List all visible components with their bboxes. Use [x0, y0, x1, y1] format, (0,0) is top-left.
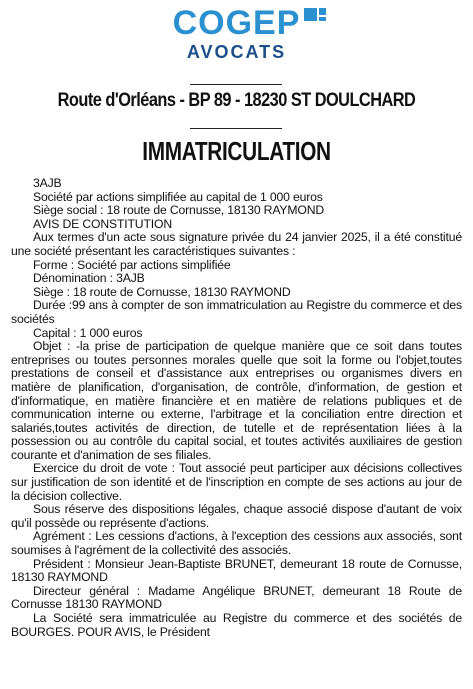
divider-middle: [190, 128, 282, 129]
notice-paragraph: Société par actions simplifiée au capital de 1 000 euros: [33, 189, 323, 204]
notice-paragraph: Aux termes d'un acte sous signature privée du 24 janvier 2025, il a été constitué une société présentant les caractéristiques suivantes :: [11, 230, 462, 258]
notice-paragraph: Président : Monsieur Jean-Baptiste BRUNET, demeurant 18 route de Cornusse, 18130 RAYMOND: [11, 556, 462, 585]
notice-paragraph: Objet : -la prise de participation de quelque manière que ce soit dans toutes entreprises ou toutes personnes morales quelle que soit la forme ou l'objet,toutes prestations de conseil et d'assistance aux entreprises ou organismes divers en matière de planification, d'organisation, de contrôle, d'information, de gestion et d'informatique, en matière financière et en matière de relations publiques et de communication interne ou externe, l'arbitrage et la conciliation entre direction et salariés,toutes activités de direction, de tutelle et de représentation liées à la possession ou au contrôle du capital social, et toutes activités auxiliaires de gestion courante et d'animation de ses filiales.: [11, 339, 462, 462]
logo-name: COGEP: [172, 4, 301, 42]
notice-paragraph: Durée :99 ans à compter de son immatriculation au Registre du commerce et des sociétés: [11, 298, 462, 326]
logo-squares-icon: [304, 8, 326, 30]
notice-paragraph: 3AJB: [33, 176, 62, 190]
firm-address: Route d'Orléans - BP 89 - 18230 ST DOULCHARD: [57, 90, 416, 111]
notice-paragraph: Agrément : Les cessions d'actions, à l'exception des cessions aux associés, sont soumises à l'agrément de la collectivité des associés.: [11, 529, 462, 558]
notice-paragraph: Forme : Société par actions simplifiée: [33, 257, 231, 272]
notice-paragraph: Directeur général : Madame Angélique BRUNET, demeurant 18 Route de Cornusse 18130 RAYMOND: [11, 583, 462, 612]
notice-body: [11, 177, 462, 639]
notice-paragraph: Siège social : 18 route de Cornusse, 18130 RAYMOND: [33, 203, 325, 218]
notice-title: IMMATRICULATION: [142, 136, 331, 166]
logo-wordmark: [173, 6, 301, 40]
cogep-avocats-logo: [0, 6, 473, 62]
notice-paragraph: Siège : 18 route de Cornusse, 18130 RAYMOND: [33, 284, 291, 299]
logo-subtitle: AVOCATS: [186, 42, 287, 62]
notice-paragraph: La Société sera immatriculée au Registre du commerce et des sociétés de BOURGES. POUR AVIS, le Président: [11, 611, 462, 639]
notice-paragraph: AVIS DE CONSTITUTION: [33, 216, 172, 231]
divider-top: [190, 84, 282, 85]
notice-paragraph: Exercice du droit de vote : Tout associé peut participer aux décisions collectives sur justification de son identité et de l'inscription en compte de ses actions au jour de la décision collective.: [11, 461, 462, 503]
notice-paragraph: Sous réserve des dispositions légales, chaque associé dispose d'autant de voix qu'il possède ou représente d'actions.: [11, 502, 462, 530]
notice-paragraph: Dénomination : 3AJB: [33, 271, 145, 286]
notice-paragraph: Capital : 1 000 euros: [33, 325, 143, 340]
